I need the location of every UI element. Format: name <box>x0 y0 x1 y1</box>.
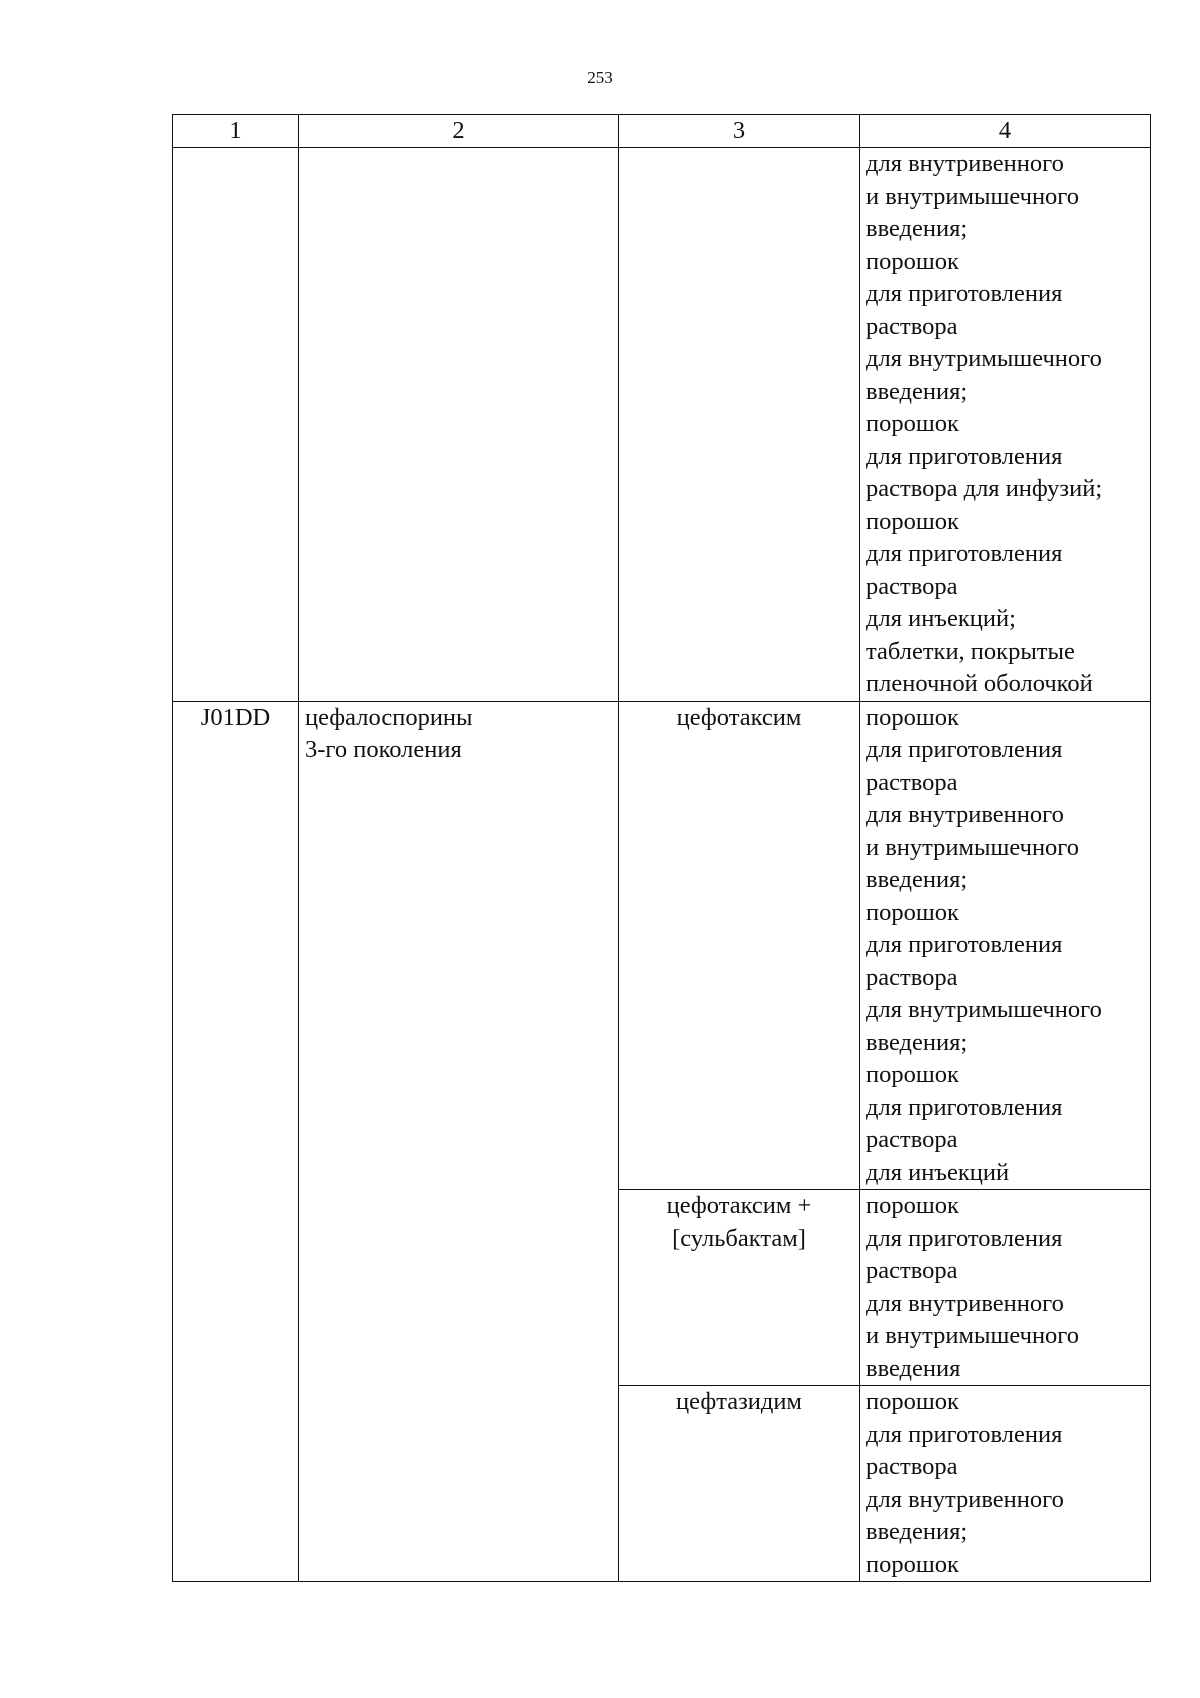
inn-line: цефотаксим + <box>666 1192 812 1219</box>
inn-line: цефтазидим <box>676 1388 802 1415</box>
inn-line: [сульбактам] <box>672 1224 806 1252</box>
dosage-form-line: порошок <box>866 1061 959 1088</box>
dosage-form-line: для приготовления <box>866 280 1063 307</box>
dosage-form-line: раствора <box>866 1453 958 1480</box>
dosage-form-line: для внутривенного <box>866 1485 1064 1513</box>
dosage-form-line: для инъекций <box>866 1158 1010 1186</box>
dosage-form-cell <box>860 148 1151 702</box>
dosage-form-line: раствора <box>866 1257 958 1284</box>
dosage-form-line: для приготовления <box>866 931 1063 958</box>
column-header-4: 4 <box>860 115 1151 148</box>
group-name-cell <box>299 701 619 1582</box>
dosage-form-line: введения; <box>866 1028 968 1056</box>
dosage-form-line: порошок <box>866 898 959 926</box>
dosage-form-line: и внутримышечного <box>866 1322 1079 1349</box>
dosage-form-line: порошок <box>866 1550 959 1578</box>
dosage-form-cell <box>860 1386 1151 1582</box>
dosage-form-line: таблетки, покрытые <box>866 637 1075 665</box>
dosage-form-line: раствора <box>866 963 958 991</box>
dosage-form-line: порошок <box>866 247 959 275</box>
group-name-line: 3-го поколения <box>305 736 462 763</box>
dosage-form-line: для приготовления <box>866 1224 1063 1252</box>
dosage-form-line: для внутримышечного <box>866 996 1102 1023</box>
inn-cell <box>619 1386 860 1582</box>
column-header-3: 3 <box>619 115 860 148</box>
dosage-form-line: раствора <box>866 312 958 340</box>
atc-code-cell <box>173 701 299 1582</box>
dosage-form-line: введения <box>866 1354 961 1382</box>
column-header-2: 2 <box>299 115 619 148</box>
dosage-form-line: для приготовления <box>866 442 1063 470</box>
dosage-form-line: для внутривенного <box>866 1289 1064 1317</box>
dosage-form-line: порошок <box>866 507 959 535</box>
table-row-cefotaxime <box>173 701 1151 1190</box>
dosage-form-line: порошок <box>866 410 959 437</box>
dosage-form-line: раствора для инфузий; <box>866 475 1103 502</box>
dosage-form-line: для инъекций; <box>866 605 1016 632</box>
inn-cell <box>619 1190 860 1386</box>
dosage-form-line: порошок <box>866 703 959 731</box>
atc-code-cell <box>173 148 299 702</box>
dosage-form-line: для приготовления <box>866 1093 1063 1121</box>
dosage-form-line: пленочной оболочкой <box>866 670 1093 697</box>
dosage-form-line: для внутримышечного <box>866 345 1102 372</box>
inn-cell <box>619 701 860 1190</box>
drug-table <box>172 114 1151 1582</box>
dosage-form-line: для приготовления <box>866 1420 1063 1448</box>
dosage-form-line: раствора <box>866 572 958 600</box>
dosage-form-line: введения; <box>866 377 968 405</box>
header-row <box>173 115 1151 148</box>
dosage-form-line: для приготовления <box>866 736 1063 763</box>
dosage-form-line: введения; <box>866 215 968 242</box>
dosage-form-cell <box>860 701 1151 1190</box>
dosage-form-line: для внутривенного <box>866 150 1064 177</box>
dosage-form-line: введения; <box>866 866 968 893</box>
dosage-form-line: введения; <box>866 1518 968 1545</box>
dosage-form-line: и внутримышечного <box>866 833 1079 861</box>
atc-code: J01DD <box>200 703 271 731</box>
inn-cell <box>619 148 860 702</box>
table-row-continuation <box>173 148 1151 702</box>
dosage-form-line: и внутримышечного <box>866 182 1079 210</box>
dosage-form-line: раствора <box>866 1126 958 1153</box>
dosage-form-line: порошок <box>866 1388 959 1415</box>
dosage-form-line: раствора <box>866 768 958 796</box>
page-number: 253 <box>587 68 613 87</box>
dosage-form-line: порошок <box>866 1192 959 1219</box>
dosage-form-line: для приготовления <box>866 540 1063 567</box>
inn-line: цефотаксим <box>676 703 802 731</box>
column-header-1: 1 <box>173 115 299 148</box>
dosage-form-line: для внутривенного <box>866 801 1064 828</box>
group-name-line: цефалоспорины <box>305 703 473 731</box>
dosage-form-cell <box>860 1190 1151 1386</box>
group-name-cell <box>299 148 619 702</box>
